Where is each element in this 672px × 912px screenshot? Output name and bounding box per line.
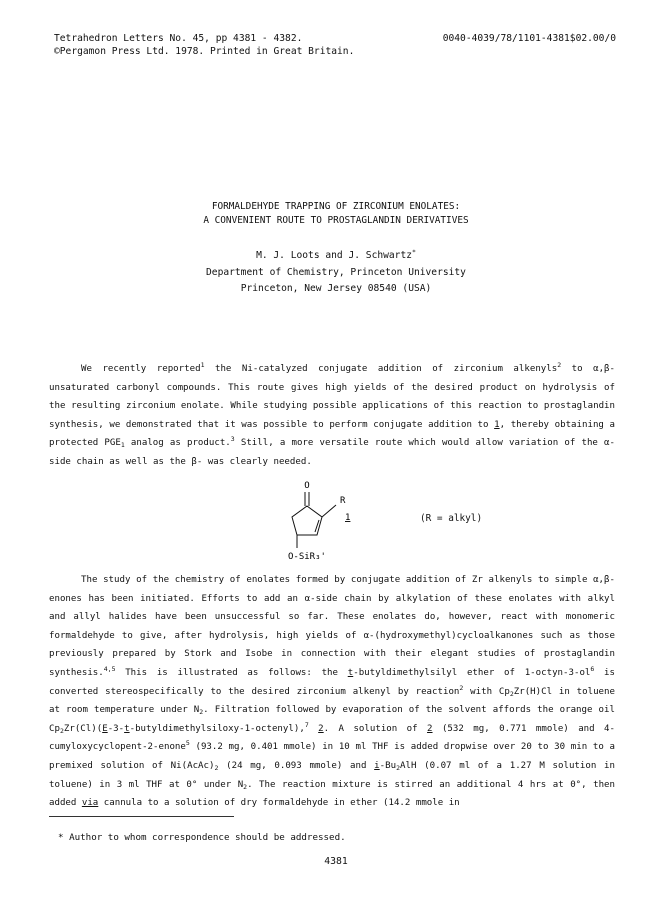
italic-prefix: t bbox=[347, 667, 354, 678]
footnote-ref: 2 bbox=[459, 683, 464, 692]
text-run: AlH (0.07 ml of a 1.27 M solution in toluene) in 3 ml THF at 0° under N bbox=[49, 760, 615, 790]
text-run: We recently reported bbox=[81, 364, 201, 374]
text-run: Still, a more versatile route which would allow variation of the α-side chain as well as the β- was clearly needed. bbox=[49, 438, 615, 467]
author-department: Department of Chemistry, Princeton University bbox=[206, 266, 466, 278]
text-run: (532 mg, 0.771 mmole) and 4-cumyloxycyclopent-2-enone bbox=[49, 723, 615, 753]
footnote-ref: 6 bbox=[590, 664, 595, 673]
footnote-ref: 4,5 bbox=[103, 664, 116, 673]
text-run: , thereby obtaining a protected PGE bbox=[49, 419, 615, 449]
text-run: cannula to a solution of dry formaldehyde in ether (14.2 mmole in bbox=[98, 798, 460, 809]
silyl-ether-label: O-SiR₃' bbox=[288, 552, 326, 562]
text-run: -Bu bbox=[379, 760, 397, 771]
article-code: 0040-4039/78/1101-4381$02.00/0 bbox=[442, 33, 616, 44]
text-run: (93.2 mg, 0.401 mmole) in 10 ml THF is added dropwise over 20 to 30 min to a premixed solution of Ni(AcAc) bbox=[49, 742, 615, 771]
subscript: 1 bbox=[120, 441, 125, 450]
paragraph-1 bbox=[49, 360, 615, 472]
compound-number-label: 1 bbox=[345, 513, 351, 523]
subscript: 2 bbox=[509, 689, 514, 698]
italic-prefix: t bbox=[124, 723, 130, 734]
italic-prefix: E bbox=[102, 723, 108, 734]
author-names-text: M. J. Loots and J. Schwartz bbox=[256, 250, 413, 261]
author-block bbox=[0, 248, 672, 298]
text-run: The study of the chemistry of enolates formed by conjugate addition of Zr alkenyls to simple α,β-enones has been initiated. Efforts to add an α-side chain by alkylation of these enolates with alkyl and allyl halides have been unsuccessful so far. These enolates do, however, react with monomeric formaldehyde to give, after hydrolysis, high yields of α-(hydroxymethyl)cycloalkanones such as those previously prepared by Stork and Isobe in connection with their elegant studies of prostaglandin synthesis. bbox=[49, 575, 615, 678]
text-run: . Filtration followed by evaporation of the solvent affords the orange oil Cp bbox=[49, 705, 615, 734]
article-title bbox=[0, 200, 672, 228]
title-line-2: A CONVENIENT ROUTE TO PROSTAGLANDIN DERIVATIVES bbox=[203, 215, 469, 226]
text-run: -3- bbox=[107, 723, 125, 734]
r-definition: (R = alkyl) bbox=[420, 513, 483, 524]
compound-ref: 1 bbox=[494, 419, 500, 430]
copyright-line: ©Pergamon Press Ltd. 1978. Printed in Great Britain. bbox=[54, 46, 355, 57]
text-run: (24 mg, 0.093 mmole) and bbox=[218, 760, 375, 771]
compound-ref: 2 bbox=[318, 723, 324, 734]
text-run: Zr(H)Cl in toluene at room temperature under N bbox=[49, 686, 615, 716]
text-run: -butyldimethylsilyl ether of 1-octyn-3-ol bbox=[353, 667, 591, 678]
compound-1-structure bbox=[270, 476, 400, 566]
subscript: 2 bbox=[199, 708, 204, 717]
paragraph-1-text bbox=[49, 360, 615, 472]
footnote-ref: 5 bbox=[185, 739, 190, 748]
subscript: 2 bbox=[59, 726, 64, 735]
r-group-label: R bbox=[340, 496, 346, 506]
text-run: . A solution of bbox=[323, 723, 428, 734]
journal-citation: Tetrahedron Letters No. 45, pp 4381 - 4382. bbox=[54, 33, 303, 44]
text-run: with Cp bbox=[463, 686, 510, 697]
paragraph-2 bbox=[49, 571, 615, 813]
text-run: . The reaction mixture is stirred an additional 4 hrs at 0°, then added bbox=[49, 779, 615, 809]
text-run: -butyldimethylsiloxy-1-octenyl), bbox=[129, 723, 305, 734]
paragraph-2-text bbox=[49, 571, 615, 813]
text-run: analog as product. bbox=[124, 438, 231, 449]
author-names bbox=[0, 248, 672, 265]
corresponding-star: * bbox=[412, 248, 416, 256]
subscript: 2 bbox=[396, 763, 401, 772]
footnote-ref: 1 bbox=[200, 361, 205, 369]
footnote-ref: 2 bbox=[557, 361, 562, 369]
carbonyl-oxygen-label: O bbox=[304, 481, 310, 491]
subscript: 2 bbox=[243, 782, 248, 791]
page-number: 4381 bbox=[324, 856, 348, 867]
text-run bbox=[309, 724, 318, 734]
footnote-ref: 3 bbox=[230, 435, 235, 444]
emphasis: via bbox=[81, 798, 99, 809]
italic-prefix: i bbox=[374, 760, 380, 771]
footnote-ref: 7 bbox=[304, 720, 309, 729]
text-run: This is illustrated as follows: the bbox=[115, 667, 348, 678]
footnote-divider bbox=[49, 816, 234, 817]
subscript: 2 bbox=[214, 763, 219, 772]
text-run: is converted stereospecifically to the desired zirconium alkenyl by reaction bbox=[49, 667, 615, 697]
footnote: * Author to whom correspondence should be addressed. bbox=[58, 832, 346, 843]
compound-ref: 2 bbox=[427, 723, 433, 734]
cyclopentenone-ring bbox=[292, 506, 322, 535]
text-run: to α,β-unsaturated carbonyl compounds. This route gives high yields of the desired product on hydrolysis of the resulting zirconium enolate. While studying possible applications of this reaction to prostaglandin synthesis, we demonstrated that it was possible to perform conjugate addition to bbox=[49, 364, 615, 430]
author-address: Princeton, New Jersey 08540 (USA) bbox=[240, 283, 432, 294]
journal-header bbox=[54, 32, 354, 58]
text-run: Zr(Cl)( bbox=[63, 723, 103, 734]
title-line-1: FORMALDEHYDE TRAPPING OF ZIRCONIUM ENOLATES: bbox=[211, 201, 461, 212]
r-bond bbox=[322, 505, 336, 517]
text-run: the Ni-catalyzed conjugate addition of zirconium alkenyls bbox=[204, 364, 558, 374]
